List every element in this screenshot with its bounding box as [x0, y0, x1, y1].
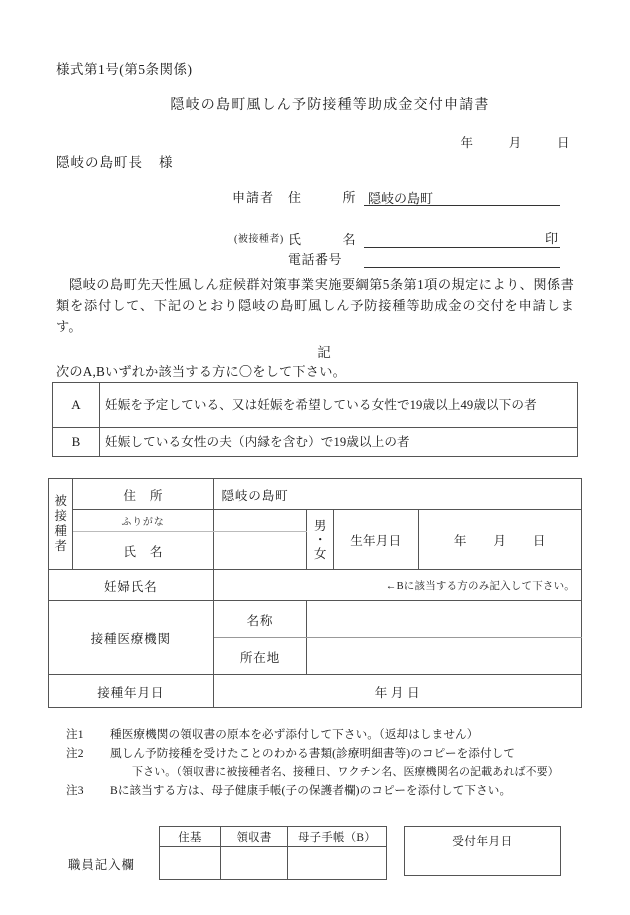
gender-female-label: 女: [313, 546, 327, 561]
recipient-address-label-a: 住: [123, 488, 150, 503]
staff-column-header-receipt: 領収書: [221, 827, 288, 847]
table-row[interactable]: [53, 428, 578, 457]
gender-male-label: 男: [313, 518, 327, 533]
vertical-header-char-2: 接: [54, 509, 67, 523]
table-row: [49, 601, 582, 638]
staff-entry-label: 職員記入欄: [68, 858, 135, 872]
applicant-address-input[interactable]: 隠岐の島町: [364, 188, 560, 206]
pregnant-name-label: 妊婦氏名: [49, 570, 214, 601]
staff-column-header-jukiki: 住基: [160, 827, 221, 847]
vaccination-month-label: 月: [390, 685, 404, 700]
applicant-address-label: [288, 187, 364, 206]
note-2-tag: 注2: [66, 746, 84, 760]
note-2-continuation: 下さい。（領収書に被接種者名、接種日、ワクチン名、医療機関名の記載あれば不要）: [132, 766, 559, 778]
institution-label: 接種医療機関: [49, 601, 214, 675]
addressee-name: 隠岐の島町長: [56, 155, 143, 170]
vertical-header-char-1: 被: [54, 494, 67, 508]
form-number: 様式第1号(第5条関係): [56, 62, 193, 77]
table-row: [49, 570, 582, 601]
vaccination-date-input[interactable]: [213, 675, 581, 708]
pregnant-name-input[interactable]: ←Bに該当する方のみ記入して下さい。: [213, 570, 581, 601]
recipient-address-label: [73, 479, 213, 510]
table-row[interactable]: [53, 383, 578, 428]
applicant-sub-prefix: (被接種者): [234, 234, 284, 245]
recipient-name-input[interactable]: [213, 532, 307, 570]
note-1: [66, 726, 586, 745]
vertical-header-char-3: 種: [54, 524, 67, 538]
ki-heading: 記: [317, 345, 331, 360]
applicant-name-label-a: 氏: [288, 232, 302, 247]
note-2-text: 風しん予防接種を受けたことのわかる書類(診療明細書等)のコピーを添付して: [110, 746, 516, 760]
recipient-gender-cell[interactable]: [307, 510, 334, 570]
applicant-name-label: [288, 229, 364, 248]
table-row: [160, 827, 387, 847]
institution-address-input[interactable]: [307, 638, 582, 675]
dob-year-label: 年: [453, 534, 467, 548]
note-3-tag: 注3: [66, 783, 84, 797]
notes-section: [66, 726, 586, 800]
recipient-dob-label: 生年月日: [334, 510, 419, 570]
eligibility-table: [52, 382, 578, 457]
staff-value-boshi[interactable]: [288, 847, 387, 880]
table-row: [160, 847, 387, 880]
addressee-line: [56, 151, 174, 171]
document-title: 隠岐の島町風しん予防接種等助成金交付申請書: [170, 98, 490, 113]
receipt-date-box[interactable]: 受付年月日: [404, 826, 561, 876]
recipient-name-label-b: 名: [149, 545, 177, 559]
applicant-phone-input[interactable]: [364, 250, 560, 268]
eligibility-key-a: A: [53, 383, 100, 428]
date-day-label: 日: [556, 136, 570, 150]
applicant-address-label-b: 所: [342, 190, 356, 205]
note-3-text: Bに該当する方は、母子健康手帳(子の保護者欄)のコピーを添付して下さい。: [110, 783, 512, 797]
recipient-furigana-input[interactable]: [213, 510, 307, 532]
note-2: [66, 745, 586, 782]
note-3: [66, 782, 586, 801]
body-paragraph: [56, 274, 574, 337]
staff-column-header-boshi: 母子手帳（B）: [288, 827, 387, 847]
applicant-name-label-b: 名: [342, 232, 356, 247]
staff-entry-table: [159, 826, 387, 880]
institution-name-label: 名称: [213, 601, 307, 638]
recipient-address-input[interactable]: 隠岐の島町: [213, 479, 581, 510]
recipient-vertical-header: [49, 479, 73, 570]
dob-month-label: 月: [493, 534, 507, 548]
recipient-furigana-label: ふりがな: [73, 510, 213, 532]
institution-address-label: 所在地: [213, 638, 307, 675]
table-row: [49, 510, 582, 532]
table-row: [49, 479, 582, 510]
applicant-phone-row: [232, 248, 560, 268]
recipient-dob-input[interactable]: [418, 510, 581, 570]
vaccination-year-label: 年: [374, 685, 388, 700]
applicant-block: [232, 186, 560, 268]
eligibility-text-b: 妊娠している女性の夫（内縁を含む）で19歳以上の者: [100, 428, 578, 457]
submission-date-line: [460, 133, 570, 151]
applicant-phone-label: 電話番号: [288, 252, 343, 267]
applicant-subprefix-row: [232, 206, 560, 245]
applicant-address-label-a: 住: [288, 190, 302, 205]
applicant-prefix: 申請者: [232, 190, 275, 205]
table-row: [49, 675, 582, 708]
recipient-name-label: [73, 532, 213, 570]
recipient-address-label-b: 所: [149, 488, 177, 503]
vaccination-day-label: 日: [407, 685, 420, 700]
date-month-label: 月: [508, 136, 522, 150]
note-1-text: 種医療機関の領収書の原本を必ず添付して下さい。（返却はしません）: [110, 728, 479, 741]
body-paragraph-text: 隠岐の島町先天性風しん症候群対策事業実施要綱第5条第1項の規定により、関係書類を添付して、下記のとおり隠岐の島町風しん予防接種等助成金の交付を申請します。: [56, 277, 574, 334]
eligibility-text-a: 妊娠を予定している、又は妊娠を希望している女性で19歳以上49歳以下の者: [100, 383, 578, 428]
vaccination-date-label: 接種年月日: [49, 675, 214, 708]
vertical-header-char-4: 者: [54, 539, 67, 553]
note-1-tag: 注1: [66, 728, 84, 741]
recipient-table: [48, 478, 582, 708]
institution-name-input[interactable]: [307, 601, 582, 638]
applicant-address-row: [232, 186, 560, 206]
date-year-label: 年: [460, 136, 474, 150]
dob-day-label: 日: [532, 534, 546, 548]
staff-value-jukiki[interactable]: [160, 847, 221, 880]
staff-value-receipt[interactable]: [221, 847, 288, 880]
selection-instruction: 次のA,Bいずれか該当する方に〇をして下さい。: [56, 364, 346, 379]
seal-mark-icon: 印: [544, 231, 558, 246]
eligibility-key-b: B: [53, 428, 100, 457]
addressee-honorific: 様: [159, 155, 174, 170]
recipient-name-label-a: 氏: [123, 545, 150, 559]
applicant-name-input[interactable]: [364, 230, 560, 248]
gender-separator: ・: [313, 532, 327, 547]
